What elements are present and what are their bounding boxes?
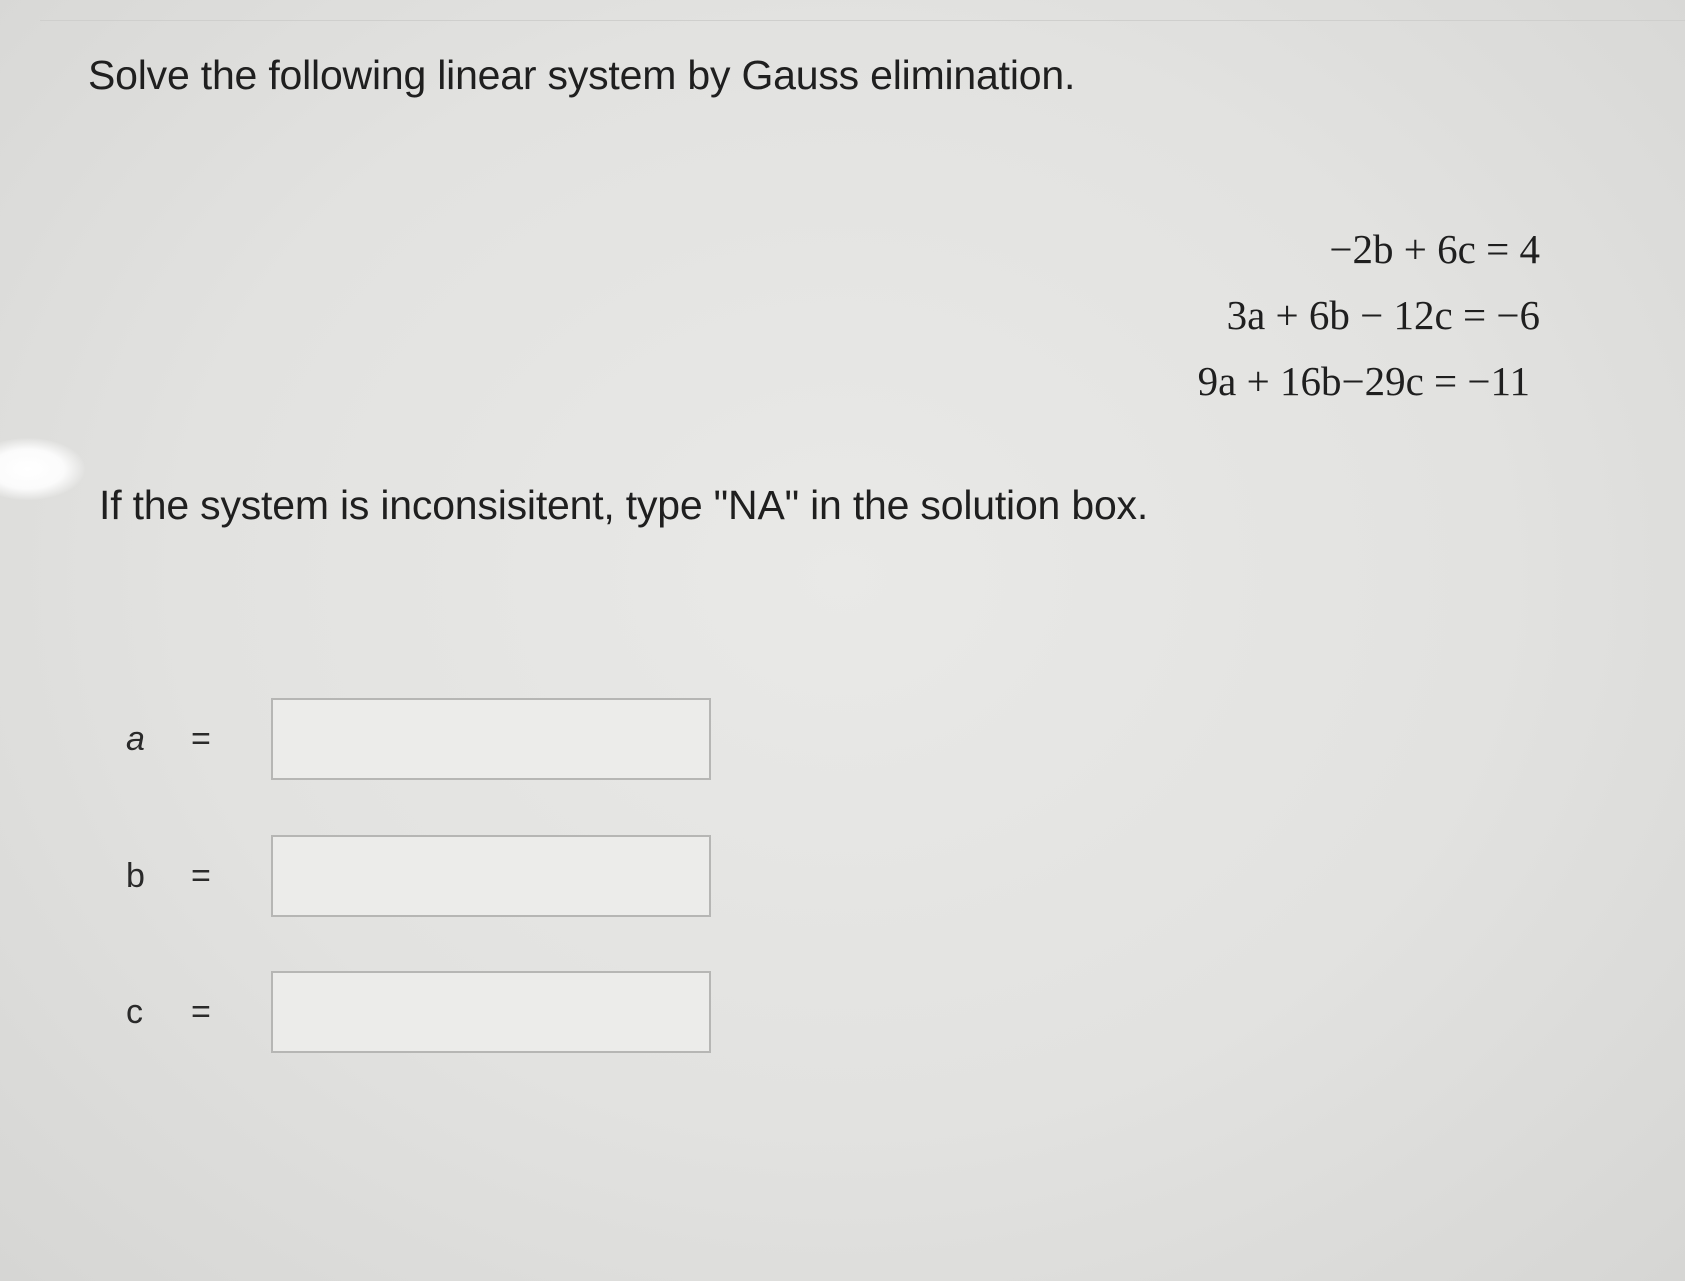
answer-input-a[interactable] (271, 698, 711, 780)
answer-input-c[interactable] (271, 971, 711, 1053)
equation-1: −2b + 6c = 4 (1329, 226, 1540, 272)
equals-sign: = (191, 720, 211, 758)
equation-2: 3a + 6b − 12c = −6 (1226, 292, 1540, 338)
variable-label-b: b (126, 857, 145, 895)
answer-row-a (0, 698, 760, 788)
equation-3: 9a + 16b−29c = −11 (1197, 358, 1530, 404)
page-top-divider (40, 20, 1685, 21)
inconsistent-instruction: If the system is inconsisitent, type "NA" in the solution box. (99, 482, 1149, 528)
variable-label-a: a (126, 720, 145, 758)
question-title: Solve the following linear system by Gauss elimination. (88, 52, 1076, 98)
equals-sign: = (191, 857, 211, 895)
equals-sign: = (191, 993, 211, 1031)
answer-input-b[interactable] (271, 835, 711, 917)
variable-label-c: c (126, 993, 143, 1031)
screen-glare (0, 438, 85, 500)
answer-row-b (0, 835, 760, 925)
answer-row-c (0, 971, 760, 1061)
